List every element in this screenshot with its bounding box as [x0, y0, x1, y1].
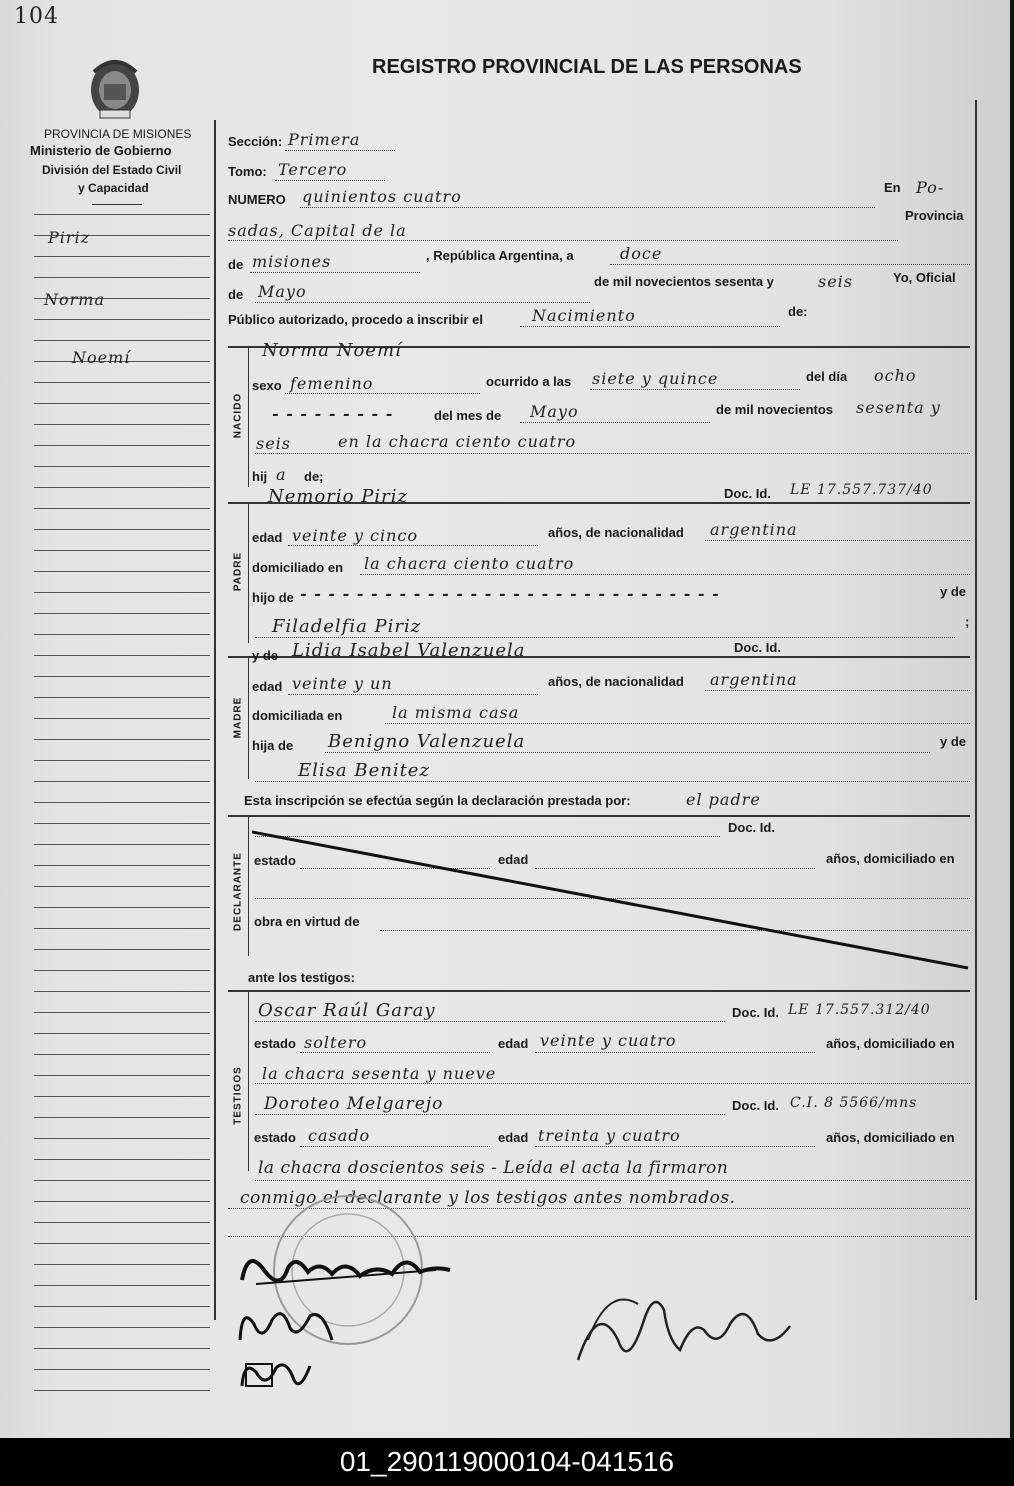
value-hora: siete y quince	[592, 369, 719, 388]
label-de-mes: de	[228, 287, 244, 302]
margin-rule-line	[34, 781, 210, 782]
label-padre-edad: edad	[252, 530, 283, 545]
signature-father	[236, 1240, 466, 1300]
value-padre-nac: argentina	[710, 520, 798, 539]
margin-rule-line	[34, 1369, 210, 1370]
margin-rule-line	[34, 592, 210, 593]
margin-rule-line	[34, 1264, 210, 1265]
side-label-testigos: TESTIGOS	[232, 1066, 244, 1125]
signature-witness-1	[232, 1300, 342, 1350]
label-seccion: Sección:	[228, 134, 283, 149]
value-anio: seis	[818, 272, 854, 291]
label-numero: NUMERO	[228, 192, 286, 207]
margin-rule-line	[34, 760, 210, 761]
label-t2-doc: Doc. Id.	[732, 1098, 779, 1113]
value-numero: quinientos cuatro	[302, 187, 462, 206]
label-madre-dom: domiciliada en	[252, 708, 343, 723]
value-madre-nombre: Lidia Isabel Valenzuela	[292, 640, 526, 661]
label-t1-doc: Doc. Id.	[732, 1005, 779, 1020]
margin-rule-line	[34, 1033, 210, 1034]
document-title: REGISTRO PROVINCIAL DE LAS PERSONAS	[372, 56, 802, 78]
label-t2-estado: estado	[254, 1130, 296, 1145]
margin-rule-line	[34, 1348, 210, 1349]
margin-rule-line	[34, 424, 210, 425]
label-de-colon: de:	[788, 304, 808, 319]
margin-rule-line	[34, 865, 210, 866]
label-padre-doc: Doc. Id.	[724, 486, 771, 501]
label-provincia: Provincia	[905, 208, 964, 223]
margin-rule-line	[34, 739, 210, 740]
value-anio-nac-2: seis	[256, 434, 292, 453]
margin-rule-line	[34, 1075, 210, 1076]
label-t1-estado: estado	[254, 1036, 296, 1051]
margin-rule-line	[34, 256, 210, 257]
margin-rule-line	[34, 340, 210, 341]
margin-rule-line	[34, 445, 210, 446]
label-declarante-doc: Doc. Id.	[728, 820, 775, 835]
margin-rule-line	[34, 550, 210, 551]
value-t1-dom: la chacra sesenta y nueve	[262, 1064, 497, 1083]
value-padre-doc: LE 17.557.737/40	[790, 482, 933, 498]
label-obra: obra en virtud de	[254, 914, 360, 929]
label-t1-edad: edad	[498, 1036, 529, 1051]
margin-rule-line	[34, 466, 210, 467]
org-province: PROVINCIA DE MISIONES	[44, 127, 192, 141]
value-acto: Nacimiento	[532, 306, 636, 325]
margin-rule-line	[34, 1096, 210, 1097]
label-hijo-de: hijo de	[252, 590, 294, 605]
label-de: de	[228, 257, 244, 272]
label-en: En	[884, 180, 901, 195]
margin-rule-line	[34, 1390, 210, 1391]
margin-rule-line	[34, 214, 210, 215]
margin-rule-line	[34, 571, 210, 572]
margin-rule-line	[34, 676, 210, 677]
label-y-de-2: y de	[940, 734, 967, 749]
side-label-nacido: NACIDO	[232, 392, 244, 439]
value-provincia: misiones	[252, 252, 332, 271]
label-republica: , República Argentina, a	[426, 248, 574, 263]
value-dia: doce	[620, 244, 663, 263]
label-madre-nac: años, de nacionalidad	[548, 674, 684, 689]
value-lugar-nac: en la chacra ciento cuatro	[338, 432, 577, 451]
value-declarante: el padre	[686, 790, 761, 809]
image-id-caption: 01_290119000104-041516	[0, 1438, 1014, 1486]
value-t2-nombre: Doroteo Melgarejo	[264, 1094, 444, 1114]
margin-rule-line	[34, 844, 210, 845]
value-madre-hija-de: Benigno Valenzuela	[328, 731, 526, 752]
value-cierre: conmigo el declarante y los testigos antes nombrados.	[240, 1188, 736, 1208]
value-nombre: Norma Noemí	[262, 340, 402, 361]
label-semicolon: ;	[965, 614, 970, 629]
margin-rule-line	[34, 907, 210, 908]
margin-name-surname: Piriz	[48, 228, 91, 247]
margin-rule-line	[34, 1054, 210, 1055]
label-ocurrido: ocurrido a las	[486, 374, 572, 389]
margin-rule-line	[34, 886, 210, 887]
value-madre-edad: veinte y un	[292, 674, 393, 693]
value-padre-dom: la chacra ciento cuatro	[364, 554, 575, 573]
declarante-cross-out	[250, 828, 972, 972]
value-dashes: - - - - - - - - -	[272, 404, 394, 423]
value-seccion: Primera	[288, 130, 361, 149]
label-hija-de: hija de	[252, 738, 294, 753]
value-mes-nac: Mayo	[530, 402, 579, 421]
value-t2-doc: C.I. 8 5566/mns	[790, 1095, 918, 1111]
value-t2-dom: la chacra doscientos seis - Leída el acta la firmaron	[258, 1158, 729, 1178]
side-label-madre: MADRE	[232, 696, 244, 739]
org-ministry: Ministerio de Gobierno	[30, 143, 172, 158]
label-padre-dom: domiciliado en	[252, 560, 344, 575]
value-hij-suffix: a	[276, 465, 287, 484]
margin-rule-line	[34, 655, 210, 656]
value-en: Po-	[916, 178, 945, 197]
margin-rule-line	[34, 970, 210, 971]
org-division: División del Estado Civil	[42, 163, 182, 177]
margin-rule-line	[34, 277, 210, 278]
label-t2-dom: años, domiciliado en	[826, 1130, 955, 1145]
label-de-semi: de;	[304, 469, 324, 484]
value-sexo: femenino	[290, 374, 374, 393]
value-lugar: sadas, Capital de la	[228, 221, 407, 240]
margin-rule-line	[34, 1285, 210, 1286]
margin-rule-line	[34, 802, 210, 803]
value-padre-hijo-de: - - - - - - - - - - - - - - - - - - - - - - - - - - - - - -	[300, 584, 720, 603]
margin-name-first: Norma	[44, 290, 105, 309]
label-t1-dom: años, domiciliado en	[826, 1036, 955, 1051]
value-madre-nac: argentina	[710, 670, 798, 689]
value-madre-madre: Elisa Benitez	[298, 760, 430, 781]
margin-rule-line	[34, 1243, 210, 1244]
label-declarante-dom: años, domiciliado en	[826, 851, 955, 866]
signature-witness-2	[236, 1356, 316, 1396]
label-madre-edad: edad	[252, 679, 283, 694]
value-padre-nombre: Nemorio Piriz	[268, 486, 408, 507]
margin-rule-line	[34, 487, 210, 488]
label-ante-testigos: ante los testigos:	[248, 970, 355, 985]
label-y-de-madre: y de	[252, 648, 279, 663]
margin-rule-line	[34, 382, 210, 383]
margin-rule-line	[34, 991, 210, 992]
value-padre-edad: veinte y cinco	[292, 526, 419, 545]
margin-rule-line	[34, 1306, 210, 1307]
margin-rule-line	[34, 1138, 210, 1139]
label-del-mes: del mes de	[434, 408, 502, 423]
label-del-dia: del día	[806, 369, 848, 384]
margin-rule-line	[34, 1159, 210, 1160]
value-padre-madre: Filadelfia Piriz	[272, 616, 422, 637]
margin-rule-line	[34, 697, 210, 698]
label-tomo: Tomo:	[228, 164, 267, 179]
label-esta-inscripcion: Esta inscripción se efectúa según la declaración prestada por:	[244, 793, 631, 808]
label-padre-nac: años, de nacionalidad	[548, 525, 684, 540]
label-declarante-estado: estado	[254, 853, 296, 868]
label-y-de: y de	[940, 584, 967, 599]
margin-rule-line	[34, 529, 210, 530]
value-t1-doc: LE 17.557.312/40	[788, 1002, 931, 1018]
label-hij: hij	[252, 469, 268, 484]
margin-rule-line	[34, 634, 210, 635]
label-declarante-edad: edad	[498, 852, 529, 867]
label-publico: Público autorizado, procedo a inscribir el	[228, 312, 483, 327]
value-t1-nombre: Oscar Raúl Garay	[258, 1000, 436, 1021]
value-dia-nac: ocho	[874, 366, 917, 385]
value-tomo: Tercero	[278, 160, 348, 179]
margin-rule-line	[34, 403, 210, 404]
page-number: 104	[14, 4, 59, 29]
margin-rule-line	[34, 928, 210, 929]
margin-rule-line	[34, 949, 210, 950]
label-sexo: sexo	[252, 378, 282, 393]
margin-rule-line	[34, 613, 210, 614]
side-label-declarante: DECLARANTE	[232, 852, 244, 931]
label-t2-edad: edad	[498, 1130, 529, 1145]
value-anio-nac-1: sesenta y	[856, 398, 941, 417]
margin-rule-line	[34, 319, 210, 320]
margin-rule-line	[34, 508, 210, 509]
signature-official	[568, 1280, 808, 1400]
label-mil-novecientos-2: de mil novecientos	[716, 402, 834, 417]
provincial-seal-icon	[80, 50, 150, 122]
label-madre-doc: Doc. Id.	[734, 640, 781, 655]
value-mes: Mayo	[258, 282, 307, 301]
margin-rule-line	[34, 823, 210, 824]
value-madre-dom: la misma casa	[392, 703, 520, 722]
label-yo-oficial: Yo, Oficial	[893, 270, 956, 285]
label-mil-novecientos: de mil novecientos sesenta y	[594, 274, 774, 289]
value-t1-edad: veinte y cuatro	[540, 1031, 677, 1050]
value-t2-estado: casado	[308, 1126, 371, 1145]
margin-rule-line	[34, 1327, 210, 1328]
margin-rule-line	[34, 1117, 210, 1118]
margin-rule-line	[34, 1222, 210, 1223]
margin-rule-line	[34, 1180, 210, 1181]
margin-rule-line	[34, 1012, 210, 1013]
margin-name-second: Noemí	[72, 348, 131, 367]
value-t2-edad: treinta y cuatro	[538, 1126, 681, 1145]
value-t1-estado: soltero	[304, 1033, 368, 1052]
org-capacity: y Capacidad	[78, 181, 149, 195]
margin-rule-line	[34, 718, 210, 719]
side-label-padre: PADRE	[232, 551, 244, 592]
margin-rule-line	[34, 1201, 210, 1202]
